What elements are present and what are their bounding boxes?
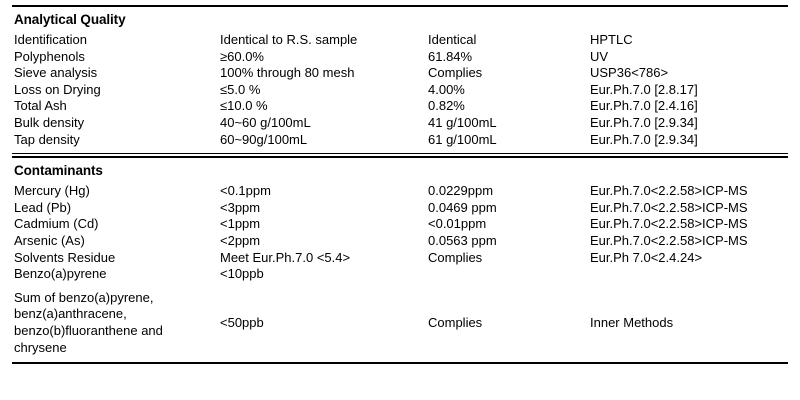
cell-test: Sieve analysis: [14, 65, 98, 81]
cell-spec: Identical to R.S. sample: [220, 32, 358, 47]
table-row: [12, 200, 788, 217]
cell-method: Eur.Ph.7.0 [2.9.34]: [590, 131, 698, 147]
cell-result: 61.84%: [428, 48, 473, 64]
table-row-multiline: [12, 290, 788, 362]
cell-spec: <10ppb: [220, 266, 264, 282]
cell-spec: 40~60 g/100mL: [220, 114, 311, 130]
cell-test: Loss on Drying: [14, 81, 101, 97]
cell-result: 41 g/100mL: [428, 114, 497, 130]
cell-result: Complies: [428, 314, 483, 330]
table-bottom-rule: [12, 362, 788, 364]
table-row: [12, 65, 788, 82]
table-row: [12, 266, 788, 283]
table-row: [12, 49, 788, 66]
section-analytical-quality: [0, 7, 800, 153]
cell-test: Total Ash: [14, 98, 67, 114]
cell-spec: 60~90g/100mL: [220, 131, 308, 147]
cell-result: Complies: [428, 65, 483, 81]
cell-method: Eur.Ph.7.0 [2.8.17]: [590, 81, 698, 97]
cell-result: 0.82%: [428, 98, 465, 114]
cell-spec: <1ppm: [220, 216, 261, 232]
cell-result: 0.0563 ppm: [428, 232, 497, 248]
table-row: [12, 183, 788, 200]
table-row: [12, 82, 788, 99]
cell-method: Eur.Ph.7.0<2.2.58>ICP-MS: [590, 183, 748, 199]
cell-test: Arsenic (As): [14, 232, 85, 248]
cell-spec: 100% through 80 mesh: [220, 65, 355, 81]
cell-method: Eur.Ph.7.0<2.2.58>ICP-MS: [590, 199, 748, 215]
cell-result: 4.00%: [428, 81, 465, 97]
cell-test: Solvents Residue: [14, 249, 116, 265]
cell-method: Eur.Ph.7.0 [2.9.34]: [590, 114, 698, 130]
table-row: [12, 98, 788, 115]
cell-test: Lead (Pb): [14, 199, 72, 215]
table-row: [12, 250, 788, 267]
table-row: [12, 233, 788, 250]
cell-spec: <2ppm: [220, 232, 261, 248]
cell-spec: ≥60.0%: [220, 48, 264, 64]
section-title-analytical-quality: Analytical Quality: [14, 12, 126, 27]
cell-test: Tap density: [14, 131, 80, 147]
cell-spec: Meet Eur.Ph.7.0 <5.4>: [220, 249, 351, 265]
section-title-contaminants: Contaminants: [14, 163, 103, 179]
cell-method: HPTLC: [590, 32, 633, 47]
cell-test: Cadmium (Cd): [14, 216, 99, 232]
cell-method: Inner Methods: [590, 314, 674, 330]
section-contaminants: [0, 158, 800, 362]
table-row: [12, 115, 788, 132]
cell-spec: <0.1ppm: [220, 183, 271, 199]
table-row: [12, 32, 788, 49]
cell-result: 0.0229ppm: [428, 183, 494, 199]
cell-method: UV: [590, 48, 609, 64]
cell-method: Eur.Ph 7.0<2.4.24>: [590, 249, 703, 265]
cell-result: <0.01ppm: [428, 216, 487, 232]
cell-spec: ≤10.0 %: [220, 98, 268, 114]
cell-test: Benzo(a)pyrene: [14, 266, 107, 282]
cell-test: Identification: [14, 32, 87, 47]
cell-result: 0.0469 ppm: [428, 199, 497, 215]
cell-result: Identical: [428, 32, 477, 47]
cell-test: Bulk density: [14, 114, 85, 130]
cell-test: Mercury (Hg): [14, 183, 90, 199]
cell-result: Complies: [428, 249, 483, 265]
cell-spec: <50ppb: [220, 314, 264, 330]
cell-test: Sum of benzo(a)pyrene, benz(a)anthracene, benzo(b)fluoranthene and chrysene: [14, 289, 163, 355]
cell-spec: ≤5.0 %: [220, 81, 261, 97]
cell-method: Eur.Ph.7.0<2.2.58>ICP-MS: [590, 232, 748, 248]
cell-method: Eur.Ph.7.0<2.2.58>ICP-MS: [590, 216, 748, 232]
cell-test: Polyphenols: [14, 48, 85, 64]
table-row: [12, 132, 788, 154]
cell-result: 61 g/100mL: [428, 131, 497, 147]
table-row: [12, 216, 788, 233]
cell-method: Eur.Ph.7.0 [2.4.16]: [590, 98, 698, 114]
cell-method: USP36<786>: [590, 65, 669, 81]
cell-spec: <3ppm: [220, 199, 261, 215]
